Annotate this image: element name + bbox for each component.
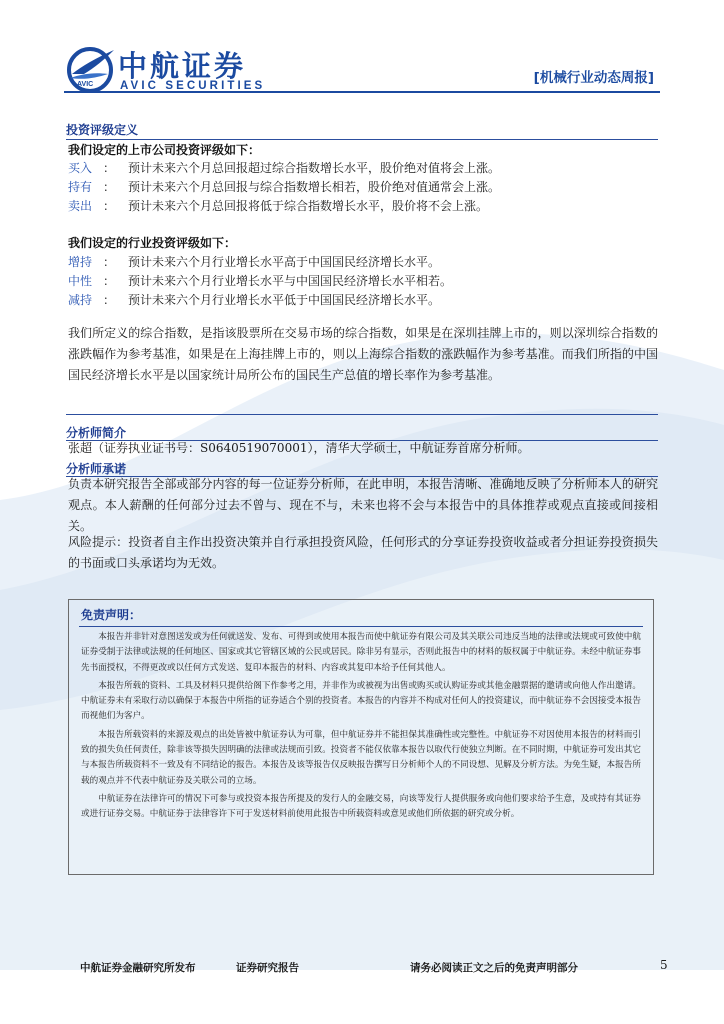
disclaimer-title: 免责声明： (81, 608, 142, 622)
rating-label: 中性 (68, 274, 93, 288)
rating-description: 预计未来六个月总回报将低于综合指数增长水平，股价将不会上涨。 (128, 199, 489, 213)
rating-description: 预计未来六个月行业增长水平与中国国民经济增长水平相若。 (128, 274, 453, 288)
rating-separator: ： (102, 180, 115, 194)
rating-label: 减持 (68, 293, 93, 307)
rating-separator: ： (102, 161, 115, 175)
industry-rating-row (68, 291, 440, 308)
rating-section-title: 投资评级定义 (66, 123, 139, 137)
analyst-bio: 张超（证券执业证书号：S0640519070001），清华大学硕士，中航证券首席分析师。 (68, 441, 530, 455)
page-number: 5 (660, 958, 668, 972)
industry-rating-row (68, 253, 440, 270)
header-divider (64, 91, 660, 93)
rating-label: 卖出 (68, 199, 93, 213)
disclaimer-paragraph: 中航证券在法律许可的情况下可参与或投资本报告所提及的发行人的金融交易，向该等发行人提供服务或向他们要求给予生意，及或持有其证券或进行证券交易。中航证券于法律容许下可于发送材料前使用此报告中所载资料或意见或他们所依据的研究或分析。 (81, 793, 641, 820)
industry-rating-heading: 我们设定的行业投资评级如下： (68, 236, 237, 250)
rating-separator: ： (102, 199, 115, 213)
rating-separator: ： (102, 274, 115, 288)
rating-section-divider (66, 139, 658, 140)
risk-warning-text: 风险提示：投资者自主作出投资决策并自行承担投资风险，任何形式的分享证券投资收益或者分担证券投资损失的书面或口头承诺均为无效。 (68, 535, 658, 570)
disclaimer-body (81, 630, 641, 826)
logo-mark-text: AVIC (77, 81, 94, 88)
disclaimer-paragraph: 本报告并非针对意图送发或为任何就送发、发布、可得到或使用本报告而使中航证券有限公司及其关联公司违反当地的法律或法规或可致使中航证券受制于法律或法规的任何地区、国家或其它管辖区域的公民或居民。除非另有显示，否则此报告中的材料的版权属于中航证券。未经中航证券事先书面授权，不得更改或以任何方式发送、复印本报告的材料、内容或其复印本给予任何其他人。 (81, 632, 641, 673)
brand-name-cn: 中航证券 (118, 49, 247, 83)
rating-description: 预计未来六个月行业增长水平高于中国国民经济增长水平。 (128, 255, 441, 269)
footer-report-type: 证券研究报告 (236, 962, 299, 974)
disclaimer-paragraph: 本报告所载的资料、工具及材料只提供给阁下作参考之用，并非作为或被视为出售或购买或认购证券或其他金融票据的邀请或向他人作出邀请。中航证券未有采取行动以确保于本报告中所指的证券适合个别的投资者。本报告的内容并不构成对任何人的投资建议，而中航证券不会因接受本报告而视他们为客户。 (81, 680, 641, 722)
company-rating-row (68, 178, 500, 195)
rating-description: 预计未来六个月总回报与综合指数增长相若，股价绝对值通常会上涨。 (128, 180, 501, 194)
rating-separator: ： (102, 293, 115, 307)
company-rating-heading: 我们设定的上市公司投资评级如下： (68, 143, 261, 157)
avic-logo (64, 42, 264, 98)
avic-emblem-icon (64, 44, 116, 96)
rating-label: 增持 (68, 255, 93, 269)
analyst-section-title: 分析师简介 (66, 426, 127, 440)
rating-label: 持有 (68, 180, 93, 194)
footer-publisher: 中航证券金融研究所发布 (80, 962, 196, 974)
analyst-promise-title: 分析师承诺 (66, 462, 127, 476)
rating-separator: ： (102, 255, 115, 269)
disclaimer-divider (79, 626, 643, 627)
rating-label: 买入 (68, 161, 93, 175)
index-definition-paragraph: 我们所定义的综合指数，是指该股票所在交易市场的综合指数，如果是在深圳挂牌上市的，则以深圳综合指数的涨跌幅作为参考基准，如果是在上海挂牌上市的，则以上海综合指数的涨跌幅作为参考基准。而我们所指的中国国民经济增长水平是以国家统计局所公布的国民生产总值的增长率作为参考基准。 (68, 326, 658, 382)
analyst-section-top-divider (66, 414, 658, 415)
company-rating-row (68, 197, 488, 214)
report-type-tag: [机械行业动态周报] (533, 70, 654, 86)
rating-description: 预计未来六个月行业增长水平低于中国国民经济增长水平。 (128, 293, 441, 307)
analyst-promise-text: 负责本研究报告全部或部分内容的每一位证券分析师，在此申明，本报告清晰、准确地反映了分析师本人的研究观点。本人薪酬的任何部分过去不曾与、现在不与，未来也将不会与本报告中的具体推荐或观点直接或间接相关。 (68, 477, 658, 533)
disclaimer-paragraph: 本报告所载资料的来源及观点的出处皆被中航证券认为可靠，但中航证券并不能担保其准确性或完整性。中航证券不对因使用本报告的材料而引致的损失负任何责任，除非该等损失因明确的法律或法规而引致。投资者不能仅依靠本报告以取代行使独立判断。在不同时期，中航证券可发出其它与本报告所载资料不一致及有不同结论的报告。本报告及该等报告仅反映报告撰写日分析师个人的不同设想、见解及分析方法。为免生疑，本报告所载的观点并不代表中航证券及关联公司的立场。 (81, 729, 641, 786)
company-rating-row (68, 159, 500, 176)
footer-disclaimer-note: 请务必阅读正文之后的免责声明部分 (410, 962, 578, 974)
brand-name-en: AVIC SECURITIES (120, 80, 266, 92)
industry-rating-row (68, 272, 452, 289)
disclaimer-box (68, 599, 654, 875)
rating-description: 预计未来六个月总回报超过综合指数增长水平，股价绝对值将会上涨。 (128, 161, 501, 175)
